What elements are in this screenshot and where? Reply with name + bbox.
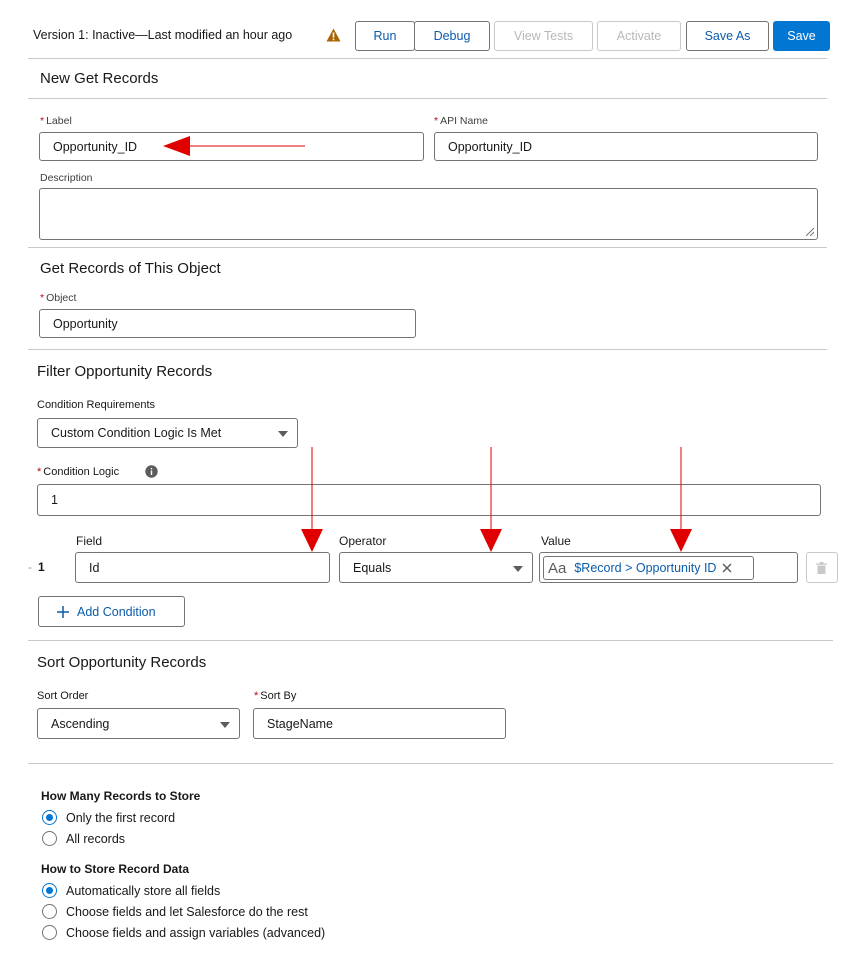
radio-button[interactable] xyxy=(42,904,57,919)
condition-requirements-value: Custom Condition Logic Is Met xyxy=(51,426,222,440)
condition-operator-value: Equals xyxy=(353,560,392,575)
sort-order-select[interactable] xyxy=(37,708,240,739)
condition-requirements-select[interactable] xyxy=(37,418,298,448)
divider xyxy=(28,349,827,350)
activate-button[interactable]: Activate xyxy=(597,21,681,51)
radio-label: Choose fields and let Salesforce do the rest xyxy=(66,904,308,919)
store-data-heading: How to Store Record Data xyxy=(41,862,190,876)
divider xyxy=(28,58,827,59)
sort-order-label: Sort Order xyxy=(37,690,89,702)
description-field-label: Description xyxy=(40,172,93,184)
radio-choose-fields-variables[interactable] xyxy=(42,925,325,940)
page-title: New Get Records xyxy=(40,70,159,87)
chevron-down-icon xyxy=(220,722,230,728)
chevron-down-icon xyxy=(513,566,523,572)
radio-all-records[interactable] xyxy=(42,831,125,846)
condition-logic-input[interactable]: 1 xyxy=(37,484,821,516)
radio-button[interactable] xyxy=(42,883,57,898)
add-condition-button[interactable] xyxy=(38,596,185,627)
radio-label: Choose fields and assign variables (advanced) xyxy=(66,925,326,940)
object-field-label: * Object xyxy=(40,292,77,304)
debug-button[interactable]: Debug xyxy=(414,21,490,51)
delete-condition-button[interactable] xyxy=(806,552,838,583)
api-name-field-label: * API Name xyxy=(434,115,488,127)
view-tests-button[interactable]: View Tests xyxy=(494,21,593,51)
divider xyxy=(28,763,833,764)
sort-section-title: Sort Opportunity Records xyxy=(37,654,207,671)
object-section-title: Get Records of This Object xyxy=(40,260,221,277)
sort-by-input[interactable]: StageName xyxy=(253,708,506,739)
run-button[interactable]: Run xyxy=(355,21,415,51)
add-icon xyxy=(57,606,69,618)
value-pill-label: $Record > Opportunity ID xyxy=(574,561,717,575)
condition-field-input[interactable]: Id xyxy=(75,552,330,583)
object-input[interactable]: Opportunity xyxy=(39,309,416,338)
add-condition-label: Add Condition xyxy=(77,604,156,619)
radio-auto-store-fields[interactable] xyxy=(42,883,220,898)
condition-logic-label: * Condition Logic xyxy=(37,466,120,478)
label-field-label: * Label xyxy=(40,115,72,127)
operator-column-header: Operator xyxy=(339,534,387,548)
radio-button[interactable] xyxy=(42,810,57,825)
value-column-header: Value xyxy=(541,534,571,548)
divider xyxy=(28,247,827,248)
value-pill[interactable] xyxy=(543,556,754,580)
radio-only-first-record[interactable] xyxy=(42,810,175,825)
condition-row-index: - 1 xyxy=(28,560,45,574)
radio-label: Only the first record xyxy=(66,810,176,825)
records-count-heading: How Many Records to Store xyxy=(41,789,201,803)
api-name-input[interactable]: Opportunity_ID xyxy=(434,132,818,161)
close-icon[interactable] xyxy=(722,563,732,573)
divider xyxy=(28,640,833,641)
resize-grip-icon[interactable] xyxy=(806,228,814,236)
info-icon[interactable] xyxy=(145,465,158,478)
sort-order-value: Ascending xyxy=(51,716,110,731)
radio-label: All records xyxy=(66,831,126,846)
filter-section-title: Filter Opportunity Records xyxy=(37,363,213,380)
radio-choose-fields-salesforce[interactable] xyxy=(42,904,308,919)
label-input[interactable]: Opportunity_ID xyxy=(39,132,424,161)
radio-button[interactable] xyxy=(42,925,57,940)
text-type-icon: Aa xyxy=(548,559,567,577)
warning-icon xyxy=(326,28,341,42)
chevron-down-icon xyxy=(278,431,288,437)
divider xyxy=(28,98,827,99)
sort-by-label: * Sort By xyxy=(254,690,297,702)
condition-operator-select[interactable] xyxy=(339,552,533,583)
trash-icon xyxy=(816,562,827,574)
field-column-header: Field xyxy=(76,534,103,548)
radio-button[interactable] xyxy=(42,831,57,846)
save-button[interactable]: Save xyxy=(773,21,830,51)
radio-label: Automatically store all fields xyxy=(66,883,221,898)
save-as-button[interactable]: Save As xyxy=(686,21,769,51)
condition-requirements-label: Condition Requirements xyxy=(37,399,156,411)
description-textarea[interactable] xyxy=(39,188,818,240)
version-status: Version 1: Inactive—Last modified an hour ago xyxy=(33,28,293,42)
